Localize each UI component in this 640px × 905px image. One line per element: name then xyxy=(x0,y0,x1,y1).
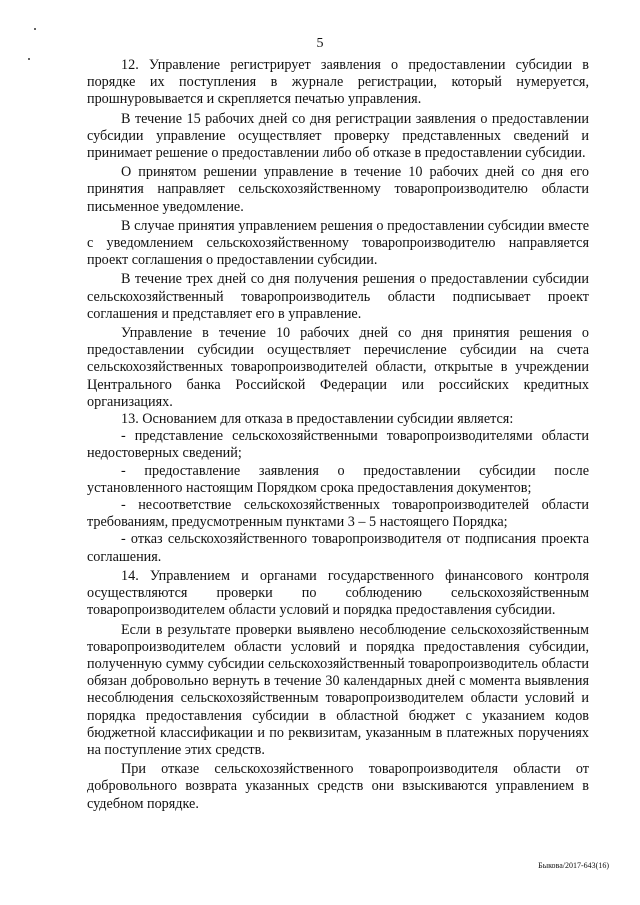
paragraph-transfer: Управление в течение 10 рабочих дней со дня принятия решения о предоставлении субсидии осуществляет перечисление субсидии на счета сельскохозяйственных товаропроизводителей области, открытые в учреждении Центрального банка Российской Федерации или российских кредитных организациях. xyxy=(87,325,589,410)
document-footer-code: Быкова/2017-643(16) xyxy=(538,861,609,870)
paragraph-notification: О принятом решении управление в течение 10 рабочих дней со дня его принятия направляет сельскохозяйственному товаропроизводителю области письменное уведомление. xyxy=(87,164,589,215)
paragraph-signing: В течение трех дней со дня получения решения о предоставлении субсидии сельскохозяйственный товаропроизводитель области подписывает проект соглашения и представляет его в управление. xyxy=(87,271,589,322)
paragraph-13: 13. Основанием для отказа в предоставлении субсидии является: xyxy=(121,411,514,428)
list-item-refusal-4: - отказ сельскохозяйственного товаропроизводителя от подписания проекта соглашения. xyxy=(87,531,589,565)
paragraph-12: 12. Управление регистрирует заявления о предоставлении субсидии в порядке их поступления в журнале регистрации, который нумеруется, прошнуровывается и скрепляется печатью управления. xyxy=(87,57,589,108)
paragraph-violation: Если в результате проверки выявлено несоблюдение сельскохозяйственным товаропроизводителем области условий и порядка предоставления субсидии, полученную сумму субсидии сельскохозяйственный товаропроизводитель области обязан добровольно вернуть в течение 30 календарных дней с момента выявления несоблюдения сельскохозяйственным товаропроизводителем области условий и порядка предоставления субсидии в областной бюджет с указанием кодов бюджетной классификации и по реквизитам, указанным в платежных поручениях на поступление этих средств. xyxy=(87,621,589,758)
paragraph-14: 14. Управлением и органами государственного финансового контроля осуществляются проверки по соблюдению сельскохозяйственным товаропроизводителем области условий и порядка предоставления субсидии. xyxy=(87,567,589,619)
paragraph-court: При отказе сельскохозяйственного товаропроизводителя области от добровольного возврата указанных средств они взыскиваются управлением в судебном порядке. xyxy=(87,761,589,812)
list-item-refusal-2: - предоставление заявления о предоставлении субсидии после установленного настоящим Порядком срока предоставления документов; xyxy=(87,462,589,496)
list-item-refusal-1: - представление сельскохозяйственными товаропроизводителями области недостоверных сведений; xyxy=(87,428,589,462)
list-item-refusal-3: - несоответствие сельскохозяйственных товаропроизводителей области требованиям, предусмотренным пунктами 3 – 5 настоящего Порядка; xyxy=(87,497,589,531)
scan-dot xyxy=(34,28,36,30)
paragraph-review-period: В течение 15 рабочих дней со дня регистрации заявления о предоставлении субсидии управление осуществляет проверку представленных сведений и принимает решение о предоставлении либо об отказе в предоставлении субсидии. xyxy=(87,110,589,162)
paragraph-draft-agreement: В случае принятия управлением решения о предоставлении субсидии вместе с уведомлением сельскохозяйственному товаропроизводителю направляется проект соглашения о предоставлении субсидии. xyxy=(87,217,589,269)
document-body xyxy=(87,57,589,813)
scan-dot xyxy=(28,58,30,60)
page-number: 5 xyxy=(316,36,324,51)
